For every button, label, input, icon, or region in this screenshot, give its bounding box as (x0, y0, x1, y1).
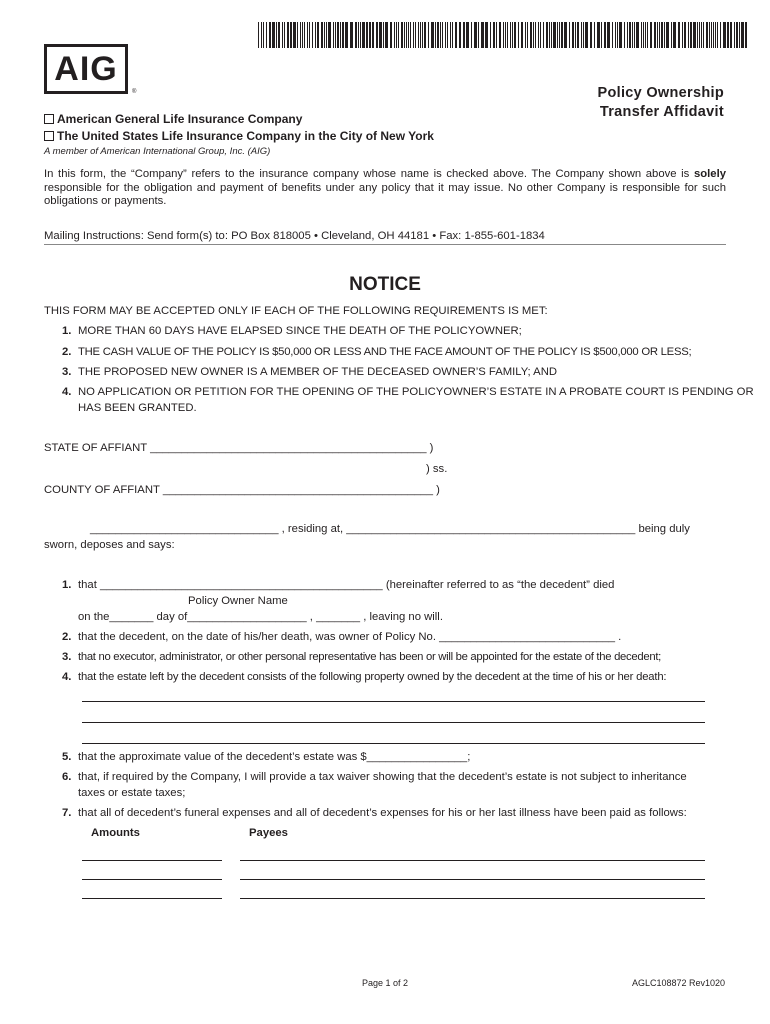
notice-item-text: THE PROPOSED NEW OWNER IS A MEMBER OF THE DECEASED OWNER’S FAMILY; AND (78, 366, 558, 378)
estate-property-line[interactable] (82, 743, 705, 744)
notice-item-number: 3. (62, 366, 72, 378)
estate-property-line[interactable] (82, 722, 705, 723)
company-option-agl[interactable] (44, 112, 302, 126)
notice-item-number: 4. (62, 386, 72, 398)
affiant-residence-field[interactable]: ______________________________ , residing at, ______________________________________________ being duly (90, 523, 690, 535)
amount-line[interactable] (82, 879, 222, 880)
date-of-death-field[interactable]: on the_______ day of___________________ , _______ , leaving no will. (78, 611, 443, 623)
form-title-line-2: Transfer Affidavit (599, 104, 724, 120)
item-6-text: that, if required by the Company, I will provide a tax waiver showing that the decedent’s estate is not subject to inheritance (78, 771, 687, 783)
company-checkbox-usl[interactable] (44, 131, 54, 141)
county-of-affiant-field[interactable]: COUNTY OF AFFIANT ___________________________________________ ) (44, 484, 440, 496)
company-option-usl[interactable] (44, 129, 434, 143)
item-4-text: that the estate left by the decedent consists of the following property owned by the decedent at the time of his or her death: (78, 671, 667, 683)
policy-number-field[interactable]: that the decedent, on the date of his/her death, was owner of Policy No. ____________________________ . (78, 631, 622, 643)
barcode-image (258, 22, 748, 48)
policy-owner-name-caption: Policy Owner Name (188, 595, 288, 607)
form-title (598, 84, 724, 122)
company-checkbox-agl[interactable] (44, 114, 54, 124)
intro-text-end: responsible for the obligation and payment of benefits under any policy that it may issue. No other Company is responsible for such obligations or payments. (44, 181, 726, 207)
item-6-text-cont: taxes or estate taxes; (78, 787, 186, 799)
form-code: AGLC108872 Rev1020 (632, 978, 726, 988)
member-note: A member of American International Group, Inc. (AIG) (44, 146, 271, 157)
estate-value-field[interactable]: that the approximate value of the decedent’s estate was $________________; (78, 751, 471, 763)
amount-line[interactable] (82, 898, 222, 899)
intro-paragraph (44, 168, 726, 209)
mailing-instructions: Mailing Instructions: Send form(s) to: PO Box 818005 • Cleveland, OH 44181 • Fax: 1-855-601-1834 (44, 230, 726, 245)
item-number: 1. (62, 579, 72, 591)
item-number: 5. (62, 751, 72, 763)
affiant-sworn-text: sworn, deposes and says: (44, 539, 175, 551)
company-label-usl: The United States Life Insurance Company in the City of New York (57, 129, 434, 143)
payee-line[interactable] (240, 898, 705, 899)
payees-column-header: Payees (249, 827, 288, 839)
payee-line[interactable] (240, 860, 705, 861)
notice-item-number: 2. (62, 346, 72, 358)
intro-text-start: In this form, the “Company” refers to the insurance company whose name is checked above. The Company shown above is (44, 168, 694, 180)
form-title-line-1: Policy Ownership (597, 85, 724, 101)
notice-item-number: 1. (62, 325, 72, 337)
item-number: 6. (62, 771, 72, 783)
amounts-column-header: Amounts (91, 827, 140, 839)
amount-line[interactable] (82, 860, 222, 861)
notice-heading: NOTICE (349, 274, 421, 295)
item-7-text: that all of decedent’s funeral expenses and all of decedent’s expenses for his or her last illness have been paid as follows: (78, 807, 687, 819)
company-label-agl: American General Life Insurance Company (57, 112, 303, 126)
item-number: 4. (62, 671, 72, 683)
item-number: 3. (62, 651, 72, 663)
notice-item-text: NO APPLICATION OR PETITION FOR THE OPENING OF THE POLICYOWNER’S ESTATE IN A PROBATE COURT IS PENDING OR (78, 386, 754, 398)
notice-item-text-cont: HAS BEEN GRANTED. (78, 402, 197, 414)
item-number: 7. (62, 807, 72, 819)
notice-item-text: MORE THAN 60 DAYS HAVE ELAPSED SINCE THE DEATH OF THE POLICYOWNER; (78, 325, 522, 337)
page-number: Page 1 of 2 (362, 978, 409, 988)
estate-property-line[interactable] (82, 701, 705, 702)
payee-line[interactable] (240, 879, 705, 880)
state-of-affiant-field[interactable]: STATE OF AFFIANT ____________________________________________ ) (44, 442, 434, 454)
item-number: 2. (62, 631, 72, 643)
intro-text-bold: solely (693, 168, 726, 180)
aig-logo (44, 44, 128, 94)
item-3-text: that no executor, administrator, or other personal representative has been or will be appointed for the estate of the decedent; (78, 651, 661, 663)
logo-registered-mark: ® (132, 89, 137, 95)
notice-lead: THIS FORM MAY BE ACCEPTED ONLY IF EACH OF THE FOLLOWING REQUIREMENTS IS MET: (44, 305, 548, 317)
ss-marker: ) ss. (426, 463, 448, 475)
notice-item-text: THE CASH VALUE OF THE POLICY IS $50,000 OR LESS AND THE FACE AMOUNT OF THE POLICY IS $500,000 OR LESS; (78, 346, 692, 358)
policy-owner-name-field[interactable]: that _____________________________________________ (hereinafter referred to as “the decedent” died (78, 579, 615, 591)
logo-text: AIG (54, 50, 118, 88)
